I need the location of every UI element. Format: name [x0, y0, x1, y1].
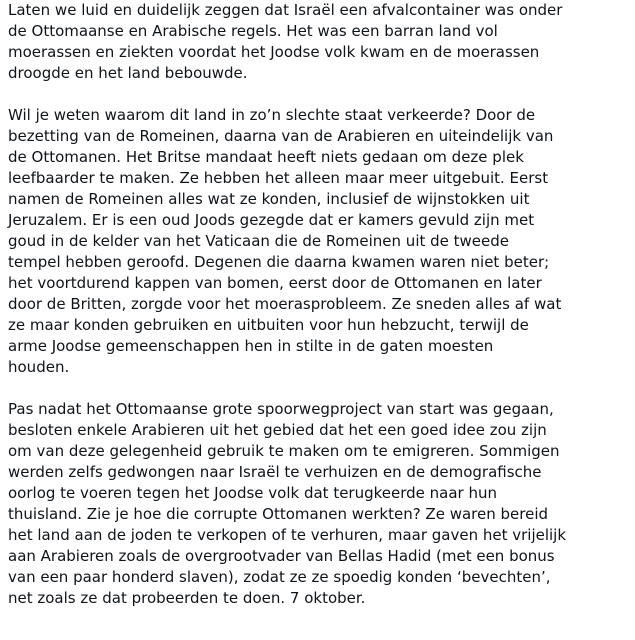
text-line: door de Britten, zorgde voor het moerasprobleem. Ze sneden alles af wat [8, 295, 562, 313]
text-line: goud in de kelder van het Vaticaan die de Romeinen uit de tweede [8, 232, 510, 250]
text-line: Laten we luid en duidelijk zeggen dat Israël een afvalcontainer was onder [8, 1, 563, 19]
text-line: de Ottomanen. Het Britse mandaat heeft niets gedaan om deze plek [8, 148, 524, 166]
text-line: besloten enkele Arabieren uit het gebied dat het een goed idee zou zijn [8, 421, 547, 439]
post-text-body [8, 0, 630, 609]
text-line: namen de Romeinen alles wat ze konden, inclusief de wijnstokken uit [8, 190, 530, 208]
text-line: ze maar konden gebruiken en uitbuiten voor hun hebzucht, terwijl de [8, 316, 529, 334]
text-line: thuisland. Zie je hoe die corrupte Ottomanen werkten? Ze waren bereid [8, 505, 549, 523]
text-line: leefbaarder te maken. Ze hebben het alleen maar meer uitgebuit. Eerst [8, 169, 549, 187]
text-line: van een paar honderd slaven), zodat ze ze spoedig konden ‘bevechten’, [8, 568, 551, 586]
text-line: tempel hebben geroofd. Degenen die daarna kwamen waren niet beter; [8, 253, 550, 271]
text-line: arme Joodse gemeenschappen hen in stilte in de gaten moesten [8, 337, 494, 355]
text-line: om van deze gelegenheid gebruik te maken om te emigreren. Sommigen [8, 442, 560, 460]
text-line: net zoals ze dat probeerden te doen. 7 oktober. [8, 589, 366, 607]
text-line: Pas nadat het Ottomaanse grote spoorwegproject van start was gegaan, [8, 400, 554, 418]
text-line: houden. [8, 358, 70, 376]
text-line: droogde en het land bebouwde. [8, 64, 248, 82]
text-line: werden zelfs gedwongen naar Israël te verhuizen en de demografische [8, 463, 542, 481]
text-line: aan Arabieren zoals de overgrootvader van Bellas Hadid (met een bonus [8, 547, 555, 565]
text-line: het voortdurend kappen van bomen, eerst door de Ottomanen en later [8, 274, 542, 292]
paragraph-2 [8, 105, 630, 378]
paragraph-1 [8, 0, 630, 84]
text-line: oorlog te voeren tegen het Joodse volk dat terugkeerde naar hun [8, 484, 498, 502]
text-line: moerassen en ziekten voordat het Joodse volk kwam en de moerassen [8, 43, 540, 61]
text-line: de Ottomaanse en Arabische regels. Het was een barran land vol [8, 22, 498, 40]
text-line: Wil je weten waarom dit land in zo’n slechte staat verkeerde? Door de [8, 106, 536, 124]
text-line: bezetting van de Romeinen, daarna van de Arabieren en uiteindelijk van [8, 127, 554, 145]
text-line: het land aan de joden te verkopen of te verhuren, maar gaven het vrijelijk [8, 526, 567, 544]
paragraph-3 [8, 399, 630, 609]
text-line: Jeruzalem. Er is een oud Joods gezegde dat er kamers gevuld zijn met [8, 211, 535, 229]
